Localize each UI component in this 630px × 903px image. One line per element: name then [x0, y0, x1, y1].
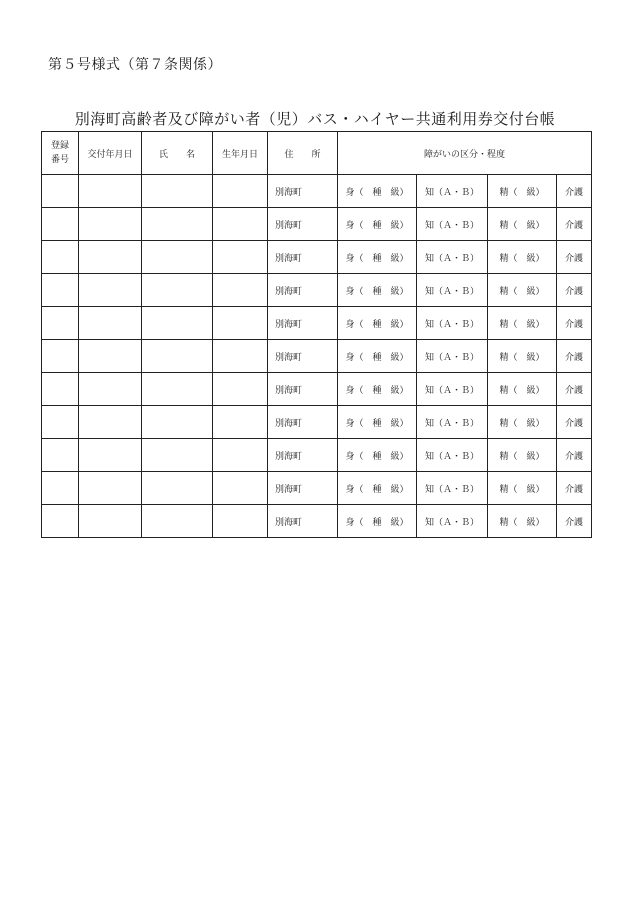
cell-address: 別海町	[268, 439, 338, 472]
cell-registration-number	[42, 274, 79, 307]
cell-issue-date	[79, 439, 142, 472]
cell-registration-number	[42, 340, 79, 373]
cell-address: 別海町	[268, 505, 338, 538]
cell-mental-disability: 精（ 級）	[488, 373, 557, 406]
cell-birth-date	[213, 406, 268, 439]
cell-name	[142, 241, 213, 274]
header-registration-line2: 番号	[50, 155, 69, 165]
cell-care: 介護	[557, 472, 592, 505]
table-row	[42, 406, 592, 439]
cell-registration-number	[42, 406, 79, 439]
cell-intellectual-disability: 知（Ａ・Ｂ）	[417, 175, 488, 208]
table-row	[42, 208, 592, 241]
cell-care: 介護	[557, 175, 592, 208]
cell-birth-date	[213, 208, 268, 241]
cell-registration-number	[42, 373, 79, 406]
cell-name	[142, 373, 213, 406]
table-row	[42, 340, 592, 373]
cell-physical-disability: 身（ 種 級）	[338, 208, 417, 241]
cell-registration-number	[42, 175, 79, 208]
cell-name	[142, 274, 213, 307]
cell-care: 介護	[557, 208, 592, 241]
table-row	[42, 307, 592, 340]
cell-mental-disability: 精（ 級）	[488, 472, 557, 505]
header-address: 住 所	[268, 132, 338, 175]
table-row	[42, 439, 592, 472]
header-registration-number	[42, 132, 79, 175]
table-row	[42, 241, 592, 274]
cell-physical-disability: 身（ 種 級）	[338, 439, 417, 472]
cell-physical-disability: 身（ 種 級）	[338, 307, 417, 340]
cell-name	[142, 505, 213, 538]
document-title: 別海町高齢者及び障がい者（児）バス・ハイヤー共通利用券交付台帳	[74, 110, 556, 128]
table-row	[42, 472, 592, 505]
cell-mental-disability: 精（ 級）	[488, 274, 557, 307]
cell-care: 介護	[557, 406, 592, 439]
cell-address: 別海町	[268, 241, 338, 274]
cell-mental-disability: 精（ 級）	[488, 439, 557, 472]
cell-birth-date	[213, 373, 268, 406]
cell-intellectual-disability: 知（Ａ・Ｂ）	[417, 274, 488, 307]
cell-mental-disability: 精（ 級）	[488, 340, 557, 373]
cell-issue-date	[79, 505, 142, 538]
cell-intellectual-disability: 知（Ａ・Ｂ）	[417, 505, 488, 538]
cell-physical-disability: 身（ 種 級）	[338, 274, 417, 307]
cell-registration-number	[42, 208, 79, 241]
cell-mental-disability: 精（ 級）	[488, 208, 557, 241]
cell-issue-date	[79, 274, 142, 307]
table-row	[42, 505, 592, 538]
cell-issue-date	[79, 340, 142, 373]
cell-address: 別海町	[268, 274, 338, 307]
cell-physical-disability: 身（ 種 級）	[338, 241, 417, 274]
header-disability-category: 障がいの区分・程度	[338, 132, 592, 175]
cell-intellectual-disability: 知（Ａ・Ｂ）	[417, 373, 488, 406]
cell-care: 介護	[557, 439, 592, 472]
cell-address: 別海町	[268, 406, 338, 439]
cell-care: 介護	[557, 340, 592, 373]
cell-issue-date	[79, 406, 142, 439]
cell-registration-number	[42, 241, 79, 274]
cell-physical-disability: 身（ 種 級）	[338, 505, 417, 538]
cell-birth-date	[213, 175, 268, 208]
cell-physical-disability: 身（ 種 級）	[338, 373, 417, 406]
header-registration-line1: 登録	[50, 141, 69, 151]
cell-issue-date	[79, 472, 142, 505]
cell-address: 別海町	[268, 340, 338, 373]
cell-birth-date	[213, 439, 268, 472]
cell-birth-date	[213, 505, 268, 538]
cell-intellectual-disability: 知（Ａ・Ｂ）	[417, 208, 488, 241]
cell-issue-date	[79, 373, 142, 406]
cell-name	[142, 406, 213, 439]
cell-registration-number	[42, 439, 79, 472]
cell-birth-date	[213, 241, 268, 274]
cell-address: 別海町	[268, 472, 338, 505]
cell-birth-date	[213, 307, 268, 340]
cell-issue-date	[79, 208, 142, 241]
cell-name	[142, 208, 213, 241]
cell-birth-date	[213, 340, 268, 373]
cell-intellectual-disability: 知（Ａ・Ｂ）	[417, 307, 488, 340]
cell-address: 別海町	[268, 175, 338, 208]
cell-address: 別海町	[268, 307, 338, 340]
cell-address: 別海町	[268, 373, 338, 406]
table-row	[42, 175, 592, 208]
cell-issue-date	[79, 175, 142, 208]
header-name: 氏 名	[142, 132, 213, 175]
cell-care: 介護	[557, 274, 592, 307]
cell-issue-date	[79, 307, 142, 340]
header-issue-date: 交付年月日	[79, 132, 142, 175]
form-number: 第５号様式（第７条関係）	[48, 57, 222, 73]
cell-name	[142, 307, 213, 340]
cell-birth-date	[213, 472, 268, 505]
cell-physical-disability: 身（ 種 級）	[338, 340, 417, 373]
cell-registration-number	[42, 472, 79, 505]
cell-mental-disability: 精（ 級）	[488, 406, 557, 439]
cell-mental-disability: 精（ 級）	[488, 175, 557, 208]
cell-name	[142, 472, 213, 505]
register-table	[41, 131, 592, 538]
header-birth-date: 生年月日	[213, 132, 268, 175]
cell-intellectual-disability: 知（Ａ・Ｂ）	[417, 241, 488, 274]
table-row	[42, 274, 592, 307]
cell-intellectual-disability: 知（Ａ・Ｂ）	[417, 340, 488, 373]
cell-issue-date	[79, 241, 142, 274]
table-row	[42, 373, 592, 406]
cell-intellectual-disability: 知（Ａ・Ｂ）	[417, 472, 488, 505]
cell-name	[142, 439, 213, 472]
cell-mental-disability: 精（ 級）	[488, 307, 557, 340]
cell-care: 介護	[557, 505, 592, 538]
cell-care: 介護	[557, 241, 592, 274]
cell-address: 別海町	[268, 208, 338, 241]
cell-name	[142, 340, 213, 373]
cell-care: 介護	[557, 307, 592, 340]
cell-mental-disability: 精（ 級）	[488, 241, 557, 274]
cell-physical-disability: 身（ 種 級）	[338, 406, 417, 439]
header-row	[42, 132, 592, 175]
cell-name	[142, 175, 213, 208]
cell-intellectual-disability: 知（Ａ・Ｂ）	[417, 439, 488, 472]
register-body	[42, 175, 592, 538]
cell-birth-date	[213, 274, 268, 307]
cell-registration-number	[42, 505, 79, 538]
cell-registration-number	[42, 307, 79, 340]
cell-care: 介護	[557, 373, 592, 406]
cell-physical-disability: 身（ 種 級）	[338, 175, 417, 208]
cell-physical-disability: 身（ 種 級）	[338, 472, 417, 505]
cell-intellectual-disability: 知（Ａ・Ｂ）	[417, 406, 488, 439]
cell-mental-disability: 精（ 級）	[488, 505, 557, 538]
